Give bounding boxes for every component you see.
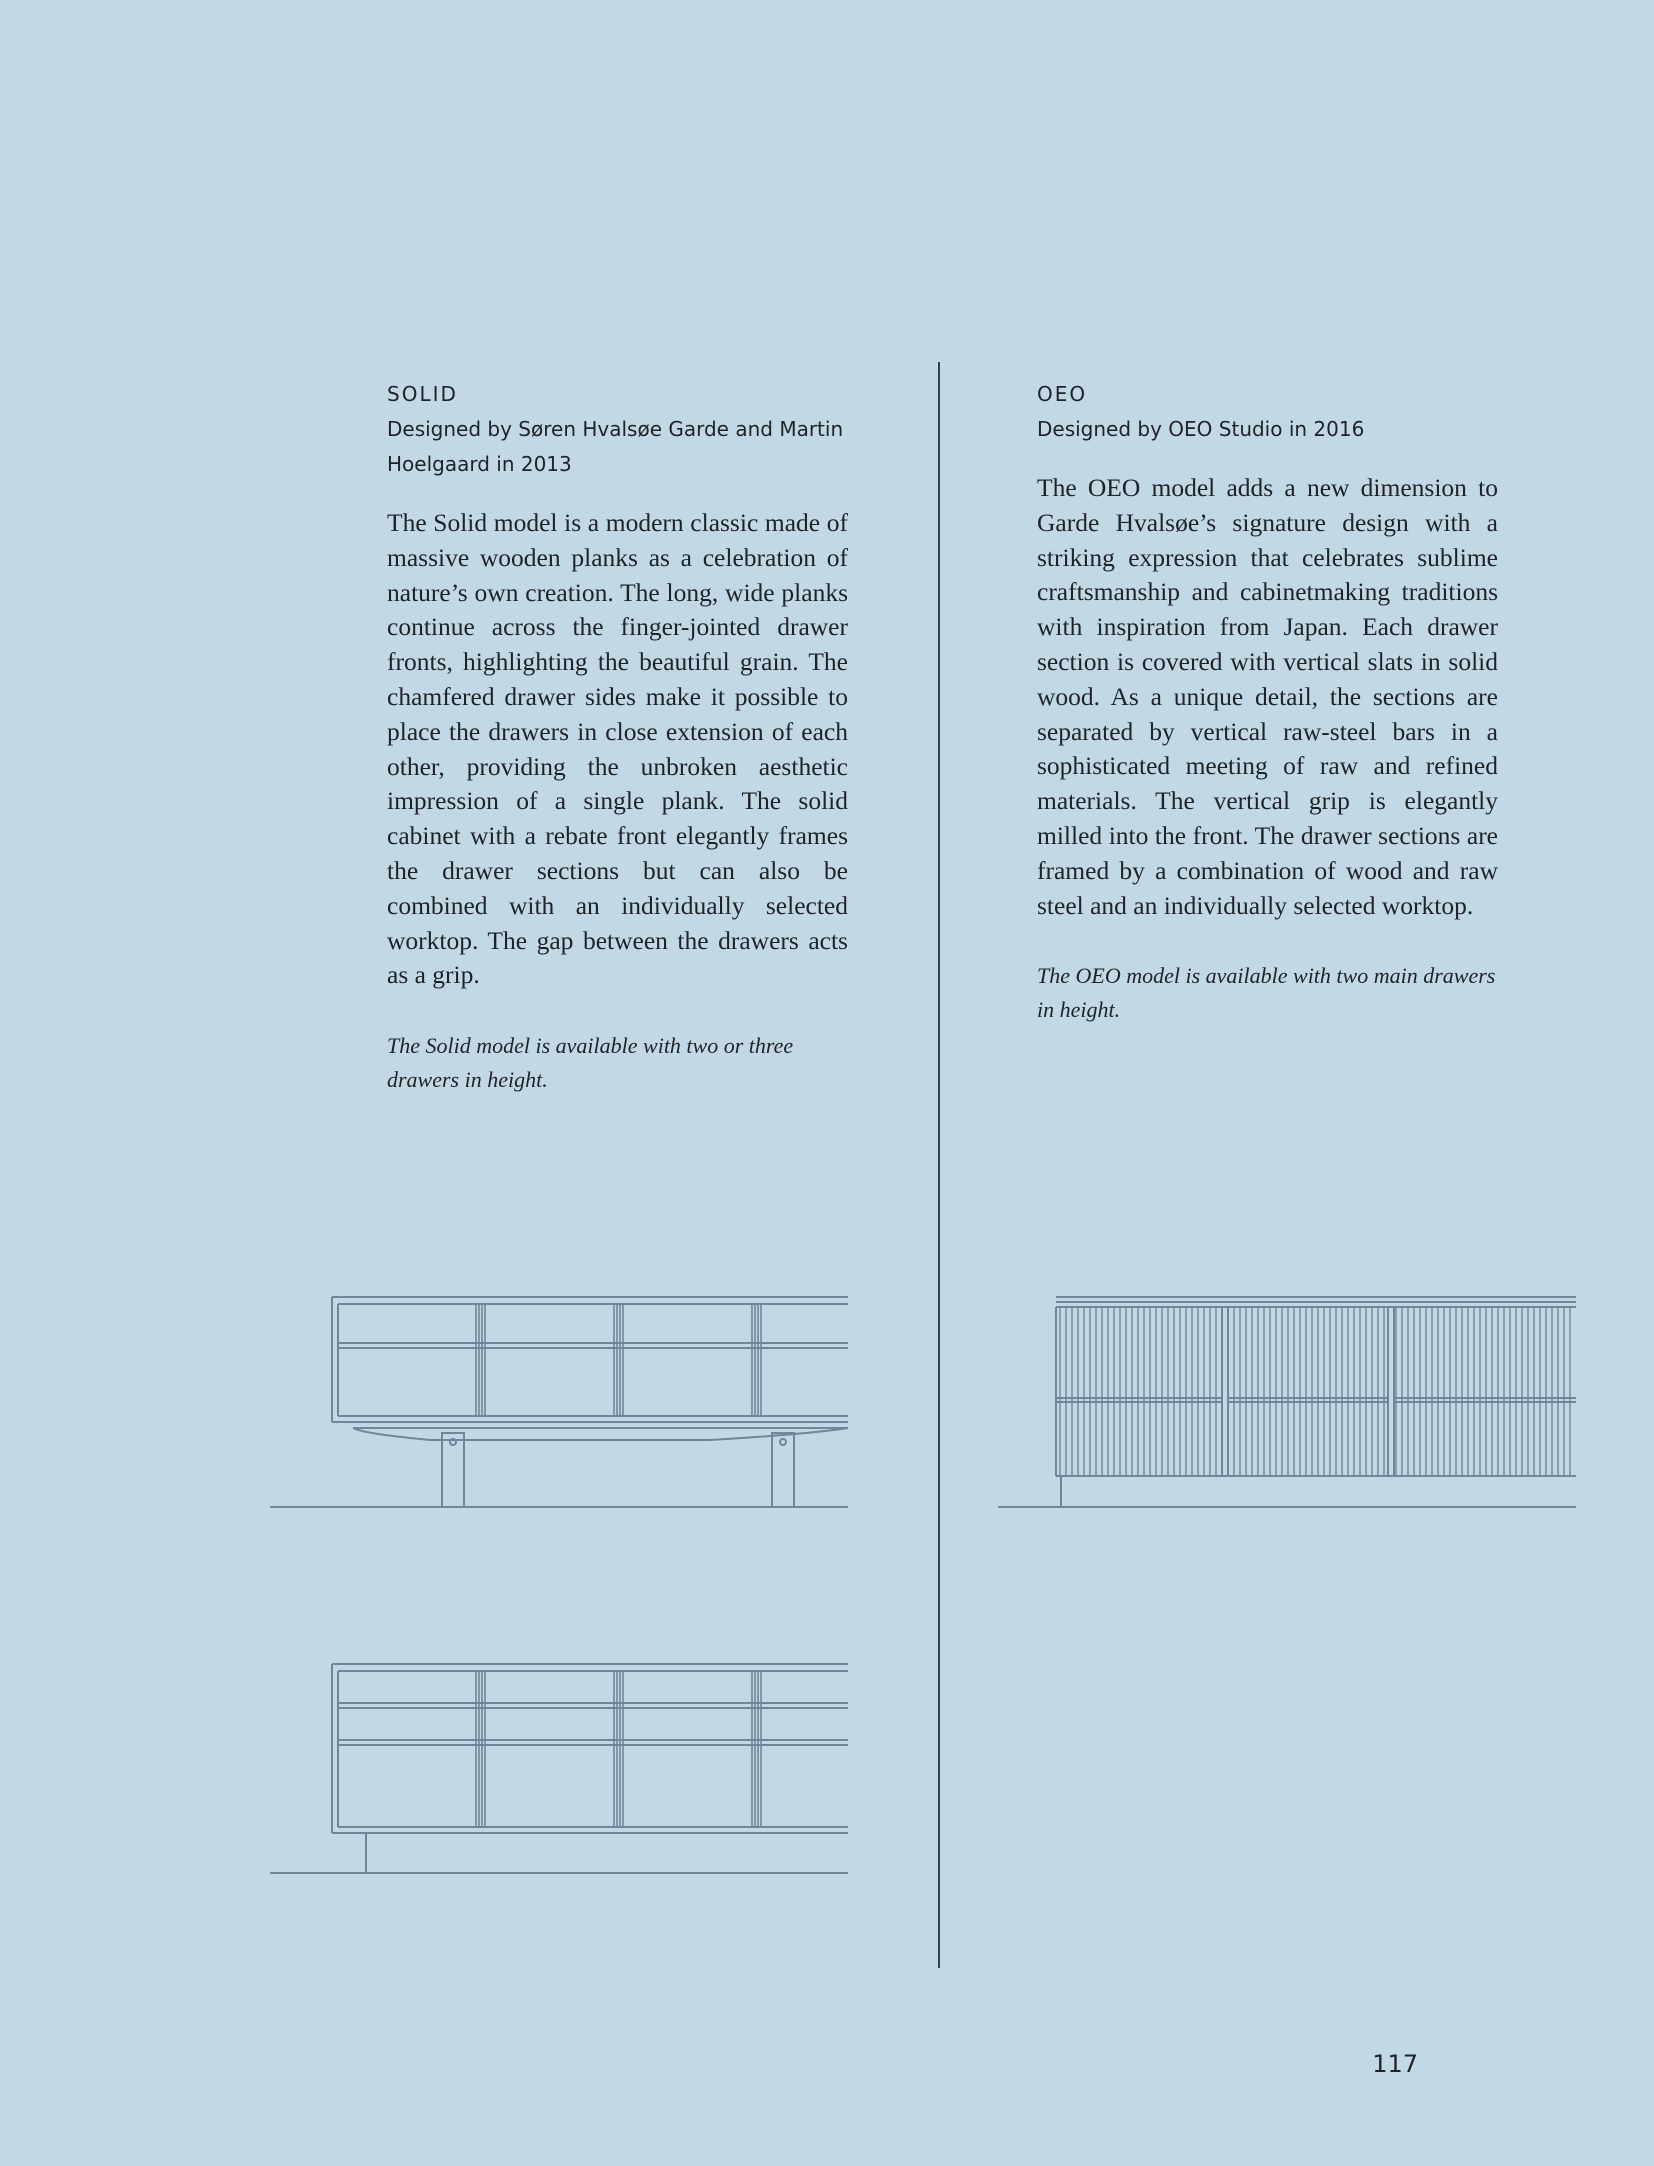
solid-description: The Solid model is a modern classic made of massive wooden planks as a celebration of nature’s own creation. The long, wide planks continue across the finger-jointed drawer fronts, highlighting the beautiful grain. The chamfered drawer sides make it possible to place the drawers in close extension of each other, providing the unbroken aesthetic impression of a single plank. The solid cabinet with a rebate front elegantly frames the drawer sections but can also be combined with an individually selected worktop. The gap between the drawers acts as a grip. (387, 508, 848, 990)
solid-two-drawer-drawing (270, 1290, 850, 1510)
solid-designer: Designed by Søren Hvalsøe Garde and Martin Hoelgaard in 2013 (387, 417, 844, 476)
oeo-description: The OEO model adds a new dimension to Garde Hvalsøe’s signature design with a striking expression that celebrates sublime craftsmanship and cabinetmaking traditions with inspiration from Japan. Each drawer section is covered with vertical slats in solid wood. As a unique detail, the sections are separated by vertical raw-steel bars in a sophisticated meeting of raw and refined materials. The vertical grip is elegantly milled into the front. The drawer sections are framed by a combination of wood and raw steel and an individually selected worktop. (1037, 473, 1498, 920)
oeo-model-name: OEO (1037, 382, 1088, 406)
solid-column (387, 376, 848, 1097)
oeo-column (1037, 376, 1498, 1027)
oeo-designer: Designed by OEO Studio in 2016 (1037, 417, 1365, 441)
oeo-availability-note: The OEO model is available with two main drawers in height. (1037, 963, 1496, 1023)
solid-three-drawer-drawing (270, 1660, 850, 1880)
oeo-drawing (998, 1290, 1578, 1510)
solid-model-name: SOLID (387, 382, 458, 406)
column-divider (938, 362, 940, 1968)
page-number: 117 (1372, 2050, 1418, 2078)
solid-availability-note: The Solid model is available with two or three drawers in height. (387, 1033, 794, 1093)
